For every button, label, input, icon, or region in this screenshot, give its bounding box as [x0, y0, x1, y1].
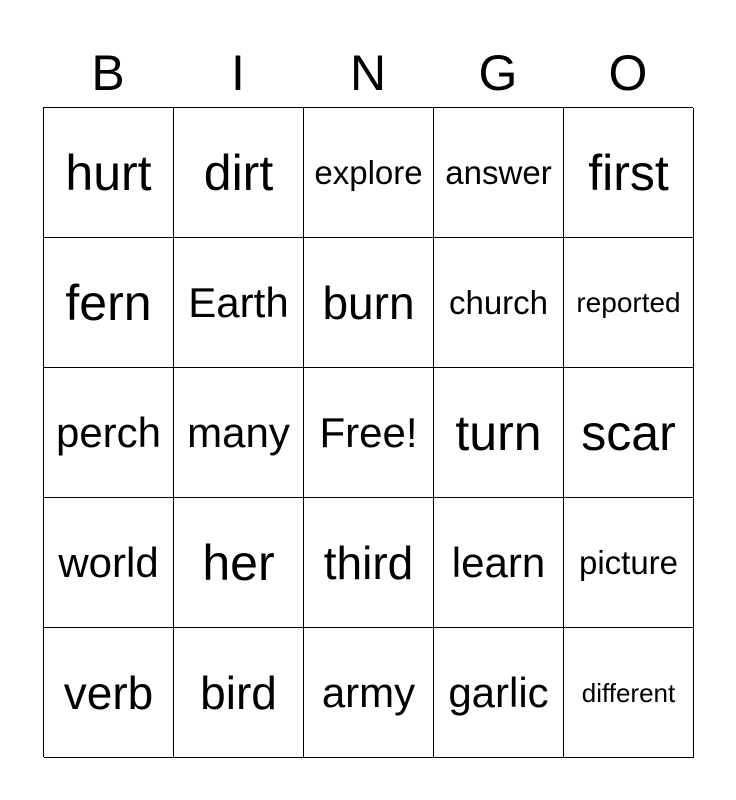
bingo-cell[interactable]: scar — [564, 368, 694, 498]
bingo-cell[interactable]: answer — [434, 108, 564, 238]
bingo-cell[interactable]: third — [304, 498, 434, 628]
bingo-cell[interactable]: perch — [44, 368, 174, 498]
bingo-cell[interactable]: dirt — [174, 108, 304, 238]
header-letter-o: O — [608, 45, 648, 101]
bingo-cell[interactable]: different — [564, 628, 694, 758]
header-letter-n: N — [349, 45, 387, 101]
bingo-header — [43, 42, 693, 104]
header-letter-g: G — [478, 45, 518, 101]
bingo-cell[interactable]: explore — [304, 108, 434, 238]
bingo-cell[interactable]: burn — [304, 238, 434, 368]
bingo-cell[interactable]: first — [564, 108, 694, 238]
header-letter-b: B — [91, 45, 125, 101]
bingo-cell[interactable]: Earth — [174, 238, 304, 368]
bingo-cell[interactable]: bird — [174, 628, 304, 758]
bingo-cell[interactable]: many — [174, 368, 304, 498]
bingo-board — [43, 107, 693, 757]
bingo-cell[interactable]: picture — [564, 498, 694, 628]
bingo-cell[interactable]: reported — [564, 238, 694, 368]
header-letter-i: I — [231, 45, 245, 101]
bingo-cell[interactable]: hurt — [44, 108, 174, 238]
free-space-cell[interactable]: Free! — [304, 368, 434, 498]
bingo-cell[interactable]: world — [44, 498, 174, 628]
bingo-cell[interactable]: church — [434, 238, 564, 368]
bingo-cell[interactable]: turn — [434, 368, 564, 498]
bingo-cell[interactable]: her — [174, 498, 304, 628]
bingo-cell[interactable]: verb — [44, 628, 174, 758]
bingo-cell[interactable]: learn — [434, 498, 564, 628]
bingo-cell[interactable]: army — [304, 628, 434, 758]
bingo-cell[interactable]: garlic — [434, 628, 564, 758]
bingo-cell[interactable]: fern — [44, 238, 174, 368]
